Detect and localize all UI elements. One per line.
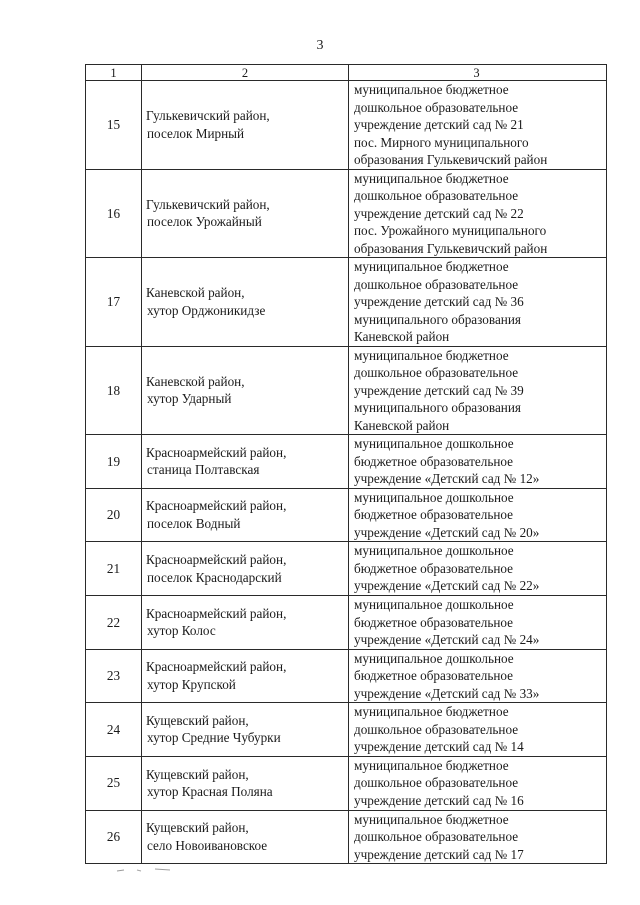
location-cell xyxy=(142,81,349,170)
table-row xyxy=(86,810,607,864)
row-number-cell: 25 xyxy=(86,756,142,810)
district-name: Каневской район, xyxy=(146,285,245,301)
table-row xyxy=(86,596,607,650)
district-name: Каневской район, xyxy=(146,373,245,389)
institutions-table xyxy=(85,64,607,864)
settlement-name: хутор Колос xyxy=(147,623,216,639)
table-row xyxy=(86,258,607,347)
district-name: Красноармейский район, xyxy=(146,605,287,621)
institution-cell xyxy=(349,596,607,650)
table-row xyxy=(86,649,607,703)
institution-cell xyxy=(349,346,607,435)
header-cell-3: 3 xyxy=(349,65,607,81)
page-number: 3 xyxy=(316,38,324,53)
district-name: Кущевский район, xyxy=(146,820,249,836)
table-row xyxy=(86,703,607,757)
location-cell xyxy=(142,596,349,650)
row-number-cell: 23 xyxy=(86,649,142,703)
header-cell-1: 1 xyxy=(86,65,142,81)
district-name: Гулькевичский район, xyxy=(146,196,270,212)
location-cell xyxy=(142,756,349,810)
table-row xyxy=(86,488,607,542)
institution-cell xyxy=(349,649,607,703)
institution-cell xyxy=(349,810,607,864)
row-number-cell: 22 xyxy=(86,596,142,650)
district-name: Красноармейский район, xyxy=(146,444,287,460)
location-cell xyxy=(142,703,349,757)
institution-name: муниципальное дошкольное бюджетное образовательное учреждение «Детский сад № 22» xyxy=(354,543,540,593)
settlement-name: поселок Краснодарский xyxy=(147,569,282,585)
institution-name: муниципальное бюджетное дошкольное образовательное учреждение детский сад № 22 пос. Урожайного муниципального образования Гулькевичский район xyxy=(354,170,548,256)
settlement-name: хутор Средние Чубурки xyxy=(147,730,281,746)
row-number-cell: 17 xyxy=(86,258,142,347)
institution-cell xyxy=(349,258,607,347)
institution-name: муниципальное дошкольное бюджетное образовательное учреждение «Детский сад № 20» xyxy=(354,489,540,540)
row-number-cell: 15 xyxy=(86,81,142,170)
institution-cell xyxy=(349,756,607,810)
institution-name: муниципальное бюджетное дошкольное образовательное учреждение детский сад № 39 муниципального образования Каневской район xyxy=(354,347,524,433)
settlement-name: поселок Водный xyxy=(147,515,241,531)
row-number-cell: 20 xyxy=(86,488,142,542)
institution-name: муниципальное дошкольное бюджетное образовательное учреждение «Детский сад № 24» xyxy=(354,597,540,647)
institution-cell xyxy=(349,169,607,258)
settlement-name: поселок Мирный xyxy=(147,125,245,141)
table-header-row xyxy=(86,65,607,81)
district-name: Кущевский район, xyxy=(146,766,249,782)
district-name: Гулькевичский район, xyxy=(146,108,270,124)
institution-name: муниципальное бюджетное дошкольное образовательное учреждение детский сад № 16 xyxy=(354,757,524,808)
institution-cell xyxy=(349,435,607,489)
settlement-name: село Новоивановское xyxy=(147,837,268,853)
district-name: Красноармейский район, xyxy=(146,659,287,675)
location-cell xyxy=(142,488,349,542)
table-row xyxy=(86,756,607,810)
district-name: Кущевский район, xyxy=(146,712,249,728)
row-number-cell: 19 xyxy=(86,435,142,489)
location-cell xyxy=(142,542,349,596)
row-number-cell: 21 xyxy=(86,542,142,596)
institution-name: муниципальное дошкольное бюджетное образовательное учреждение «Детский сад № 33» xyxy=(354,650,540,701)
row-number-cell: 26 xyxy=(86,810,142,864)
institution-cell xyxy=(349,703,607,757)
scan-artifact-mark xyxy=(115,866,185,874)
table-row xyxy=(86,346,607,435)
location-cell xyxy=(142,169,349,258)
table-row xyxy=(86,542,607,596)
institution-name: муниципальное дошкольное бюджетное образовательное учреждение «Детский сад № 12» xyxy=(354,436,540,486)
institution-name: муниципальное бюджетное дошкольное образовательное учреждение детский сад № 36 муниципального образования Каневской район xyxy=(354,259,524,344)
row-number-cell: 16 xyxy=(86,169,142,258)
table-row xyxy=(86,81,607,170)
district-name: Красноармейский район, xyxy=(146,498,287,514)
institution-cell xyxy=(349,81,607,170)
table-row xyxy=(86,169,607,258)
row-number-cell: 24 xyxy=(86,703,142,757)
institution-name: муниципальное бюджетное дошкольное образовательное учреждение детский сад № 17 xyxy=(354,811,524,862)
district-name: Красноармейский район, xyxy=(146,552,287,567)
header-cell-2: 2 xyxy=(142,65,349,81)
location-cell xyxy=(142,435,349,489)
row-number-cell: 18 xyxy=(86,346,142,435)
settlement-name: хутор Крупской xyxy=(147,676,236,692)
institution-name: муниципальное бюджетное дошкольное образовательное учреждение детский сад № 21 пос. Мирного муниципального образования Гулькевичский район xyxy=(354,82,548,167)
location-cell xyxy=(142,258,349,347)
location-cell xyxy=(142,810,349,864)
institution-cell xyxy=(349,542,607,596)
location-cell xyxy=(142,346,349,435)
location-cell xyxy=(142,649,349,703)
institution-name: муниципальное бюджетное дошкольное образовательное учреждение детский сад № 14 xyxy=(354,704,524,754)
settlement-name: станица Полтавская xyxy=(147,462,260,478)
table-row xyxy=(86,435,607,489)
settlement-name: хутор Красная Поляна xyxy=(147,784,273,799)
settlement-name: поселок Урожайный xyxy=(147,214,262,230)
institution-cell xyxy=(349,488,607,542)
settlement-name: хутор Ударный xyxy=(147,391,232,407)
settlement-name: хутор Орджоникидзе xyxy=(147,302,266,318)
